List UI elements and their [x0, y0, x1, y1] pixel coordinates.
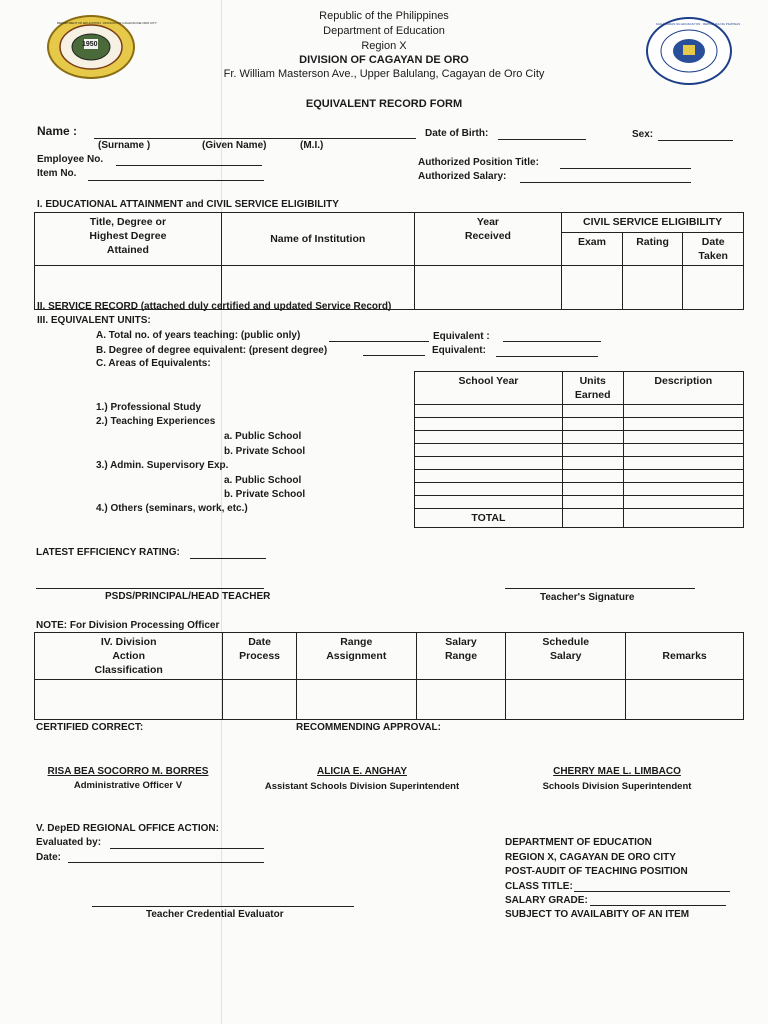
col-date-taken: Date Taken [683, 233, 744, 266]
position-title-line [560, 168, 691, 169]
col-cse: CIVIL SERVICE ELIGIBILITY [562, 213, 744, 233]
eq-cell[interactable] [562, 496, 623, 509]
eq-cell[interactable] [415, 457, 563, 470]
evaluated-by-label: Evaluated by: [36, 837, 102, 848]
employee-no-label: Employee No. [37, 154, 104, 165]
division-action-table [34, 632, 744, 720]
col-institution: Name of Institution [221, 213, 414, 266]
signatory2-name: ALICIA E. ANGHAY [316, 766, 407, 777]
salary-grade-label: SALARY GRADE: [505, 895, 588, 906]
salary-grade-line [590, 905, 726, 906]
class-title-label: CLASS TITLE: [505, 881, 573, 892]
equivalents-table [414, 371, 744, 528]
eq-cell[interactable] [623, 496, 743, 509]
deped-seal [646, 17, 741, 85]
division-seal-text: DEPARTMENT OF EDUCATION · DIVISION OF CAGAYAN DE ORO CITY [57, 21, 157, 25]
recommending-approval: RECOMMENDING APPROVAL: [296, 722, 441, 733]
eq-cell[interactable] [562, 431, 623, 444]
efficiency-line [190, 558, 266, 559]
cell-rating[interactable] [622, 266, 683, 310]
eq-cell[interactable] [415, 483, 563, 496]
eq-cell[interactable] [562, 457, 623, 470]
col-units-earned: Units Earned [562, 372, 623, 405]
regional-line1: DEPARTMENT OF EDUCATION [505, 837, 652, 848]
class-title-line [574, 891, 730, 892]
signatory2-title: Assistant Schools Division Superintendent [264, 781, 460, 792]
professional-study: 1.) Professional Study [96, 402, 202, 413]
eq-cell[interactable] [623, 470, 743, 483]
header-region: Region X [361, 40, 407, 52]
division-seal [47, 15, 157, 79]
efficiency-label: LATEST EFFICIENCY RATING: [36, 547, 180, 558]
eq-cell[interactable] [415, 431, 563, 444]
div-cell[interactable] [223, 680, 297, 720]
eq-cell[interactable] [562, 405, 623, 418]
equivalent-b-label: Equivalent: [432, 345, 486, 356]
mi-label: (M.I.) [300, 140, 324, 151]
equivalent-a-label: Equivalent : [433, 331, 490, 342]
col-range-assignment: Range Assignment [296, 633, 416, 680]
col-rating: Rating [622, 233, 683, 266]
signatory3-name: CHERRY MAE L. LIMBACO [553, 766, 681, 777]
col-remarks: Remarks [626, 633, 744, 680]
eq-cell[interactable] [623, 444, 743, 457]
date-line [68, 862, 264, 863]
total-units[interactable] [562, 509, 623, 528]
education-table [34, 212, 744, 310]
col-division-action: IV. Division Action Classification [35, 633, 223, 680]
processing-note: NOTE: For Division Processing Officer [36, 620, 220, 631]
col-school-year: School Year [415, 372, 563, 405]
div-cell[interactable] [296, 680, 416, 720]
evaluator-signature-line [92, 906, 354, 907]
eq-cell[interactable] [562, 483, 623, 496]
eq-cell[interactable] [562, 444, 623, 457]
div-cell[interactable] [506, 680, 626, 720]
total-desc[interactable] [623, 509, 743, 528]
psds-label: PSDS/PRINCIPAL/HEAD TEACHER [105, 591, 271, 602]
signatory1-name: RISA BEA SOCORRO M. BORRES [47, 766, 209, 777]
certified-correct: CERTIFIED CORRECT: [36, 722, 144, 733]
name-line [94, 138, 416, 139]
header-address: Fr. William Masterson Ave., Upper Balulang, Cagayan de Oro City [223, 68, 545, 80]
given-name-label: (Given Name) [202, 140, 267, 151]
employee-no-line [116, 165, 262, 166]
equivalent-a-line [503, 341, 601, 342]
admin-public: a. Public School [224, 475, 302, 486]
header-republic: Republic of the Philippines [319, 10, 449, 22]
col-date-process: Date Process [223, 633, 297, 680]
total-years-label: A. Total no. of years teaching: (public only) [96, 330, 301, 341]
evaluator-label: Teacher Credential Evaluator [146, 909, 284, 920]
eq-cell[interactable] [415, 496, 563, 509]
degree-line [363, 355, 425, 356]
item-no-line [88, 180, 264, 181]
cell-date[interactable] [683, 266, 744, 310]
sex-line [658, 140, 733, 141]
name-label: Name : [37, 124, 78, 138]
header-department: Department of Education [323, 25, 445, 37]
form-title: EQUIVALENT RECORD FORM [305, 98, 463, 110]
col-year-received: Year Received [414, 213, 562, 266]
others-label: 4.) Others (seminars, work, etc.) [96, 503, 248, 514]
total-years-line [329, 341, 429, 342]
evaluated-by-line [110, 848, 264, 849]
eq-cell[interactable] [623, 457, 743, 470]
col-description: Description [623, 372, 743, 405]
signatory1-title: Administrative Officer V [73, 780, 183, 791]
teacher-signature-label: Teacher's Signature [540, 592, 635, 603]
surname-label: (Surname ) [98, 140, 151, 151]
regional-line6: SUBJECT TO AVAILABITY OF AN ITEM [505, 909, 690, 920]
div-cell[interactable] [626, 680, 744, 720]
regional-line3: POST-AUDIT OF TEACHING POSITION [505, 866, 688, 877]
equivalent-b-line [496, 356, 598, 357]
div-cell[interactable] [35, 680, 223, 720]
dob-label: Date of Birth: [425, 128, 489, 139]
eq-cell[interactable] [623, 431, 743, 444]
total-label: TOTAL [415, 509, 563, 528]
degree-equivalent-label: B. Degree of degree equivalent: (present degree) [96, 345, 328, 356]
section2-title: II. SERVICE RECORD (attached duly certified and updated Service Record) [37, 301, 392, 312]
cell-exam[interactable] [562, 266, 623, 310]
section5-title: V. DepED REGIONAL OFFICE ACTION: [36, 823, 219, 834]
col-title-degree: Title, Degree or Highest Degree Attained [35, 213, 222, 266]
eq-cell[interactable] [415, 444, 563, 457]
section1-title: I. EDUCATIONAL ATTAINMENT and CIVIL SERVICE ELIGIBILITY [37, 199, 339, 210]
header-division: DIVISION OF CAGAYAN DE ORO [299, 54, 469, 66]
salary-label: Authorized Salary: [418, 171, 507, 182]
cell-year[interactable] [414, 266, 562, 310]
col-salary-range: Salary Range [416, 633, 506, 680]
eq-cell[interactable] [415, 418, 563, 431]
psds-signature-line [36, 588, 264, 589]
regional-line2: REGION X, CAGAYAN DE ORO CITY [505, 852, 676, 863]
dob-line [498, 139, 586, 140]
div-cell[interactable] [416, 680, 506, 720]
division-seal-year: 1950 [82, 41, 98, 48]
col-exam: Exam [562, 233, 623, 266]
eq-cell[interactable] [623, 405, 743, 418]
eq-cell[interactable] [623, 483, 743, 496]
signatory3-title: Schools Division Superintendent [542, 781, 692, 792]
teaching-experiences: 2.) Teaching Experiences [96, 416, 216, 427]
date-label: Date: [36, 852, 62, 863]
deped-seal-text: KAGAWARAN NG EDUKASYON · REPUBLIKA NG PILIPINAS [656, 22, 741, 26]
eq-cell[interactable] [415, 470, 563, 483]
admin-supervisory: 3.) Admin. Supervisory Exp. [96, 460, 229, 471]
areas-label: C. Areas of Equivalents: [96, 358, 211, 369]
admin-private: b. Private School [224, 489, 306, 500]
eq-cell[interactable] [562, 470, 623, 483]
teacher-signature-line [505, 588, 695, 589]
eq-cell[interactable] [415, 405, 563, 418]
eq-cell[interactable] [623, 418, 743, 431]
item-no-label: Item No. [37, 168, 77, 179]
sex-label: Sex: [632, 129, 654, 140]
position-title-label: Authorized Position Title: [418, 157, 539, 168]
eq-cell[interactable] [562, 418, 623, 431]
col-schedule-salary: Schedule Salary [506, 633, 626, 680]
teaching-private: b. Private School [224, 446, 306, 457]
salary-line [520, 182, 691, 183]
teaching-public: a. Public School [224, 431, 302, 442]
section3-title: III. EQUIVALENT UNITS: [37, 315, 151, 326]
